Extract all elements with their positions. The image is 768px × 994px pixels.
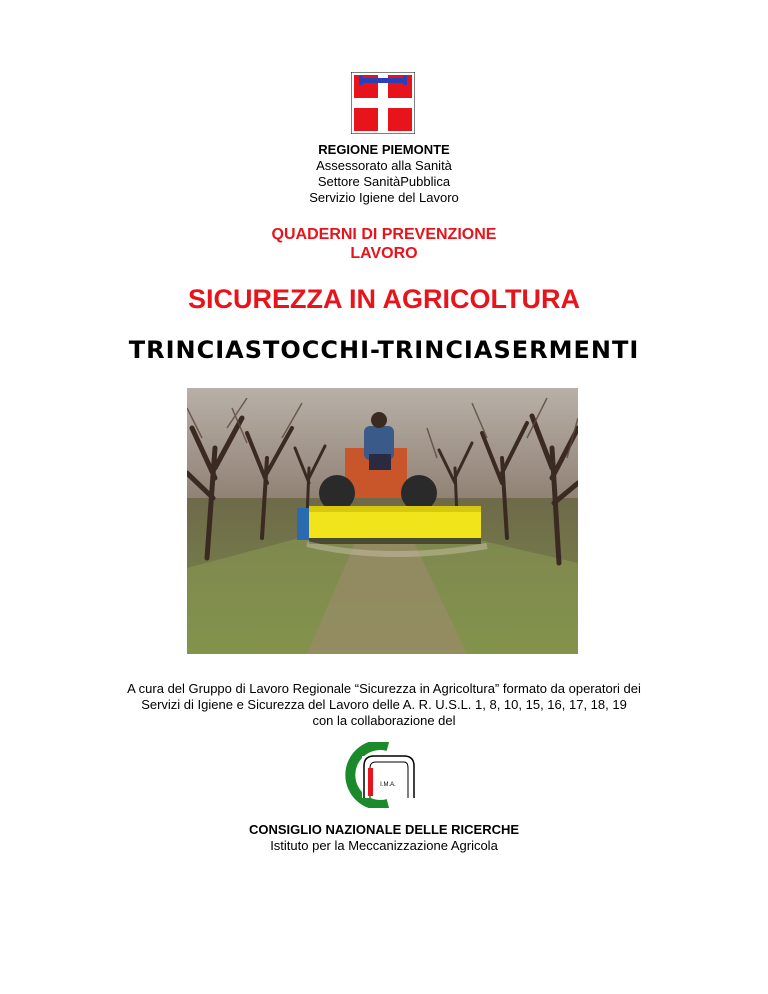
document-title: SICUREZZA IN AGRICOLTURA (188, 284, 580, 314)
document-subtitle: TRINCIASTOCCHI-TRINCIASERMENTI (128, 336, 640, 364)
cover-photo (187, 388, 578, 654)
credits-line-2: Servizi di Igiene e Sicurezza del Lavoro delle A. R. U.S.L. 1, 8, 10, 15, 16, 17, 18, 19 (141, 697, 627, 712)
sector-line: Settore SanitàPubblica (317, 174, 451, 189)
credits-line-3: con la collaborazione del (312, 713, 456, 728)
institution-name: CONSIGLIO NAZIONALE DELLE RICERCHE (248, 822, 520, 837)
cnr-ima-logo (342, 742, 420, 808)
series-title-line-1: QUADERNI DI PREVENZIONE (271, 226, 497, 243)
region-name: REGIONE PIEMONTE (318, 142, 450, 157)
credits-line-1: A cura del Gruppo di Lavoro Regionale “Sicurezza in Agricoltura” formato da operatori dei (127, 681, 641, 696)
regione-piemonte-logo (351, 72, 415, 134)
service-line: Servizio Igiene del Lavoro (309, 190, 459, 205)
institution-department: Istituto per la Meccanizzazione Agricola (270, 838, 498, 853)
series-title-line-2: LAVORO (350, 245, 418, 262)
cnr-logo-text: I.M.A. (380, 782, 396, 788)
department-line: Assessorato alla Sanità (316, 158, 452, 173)
